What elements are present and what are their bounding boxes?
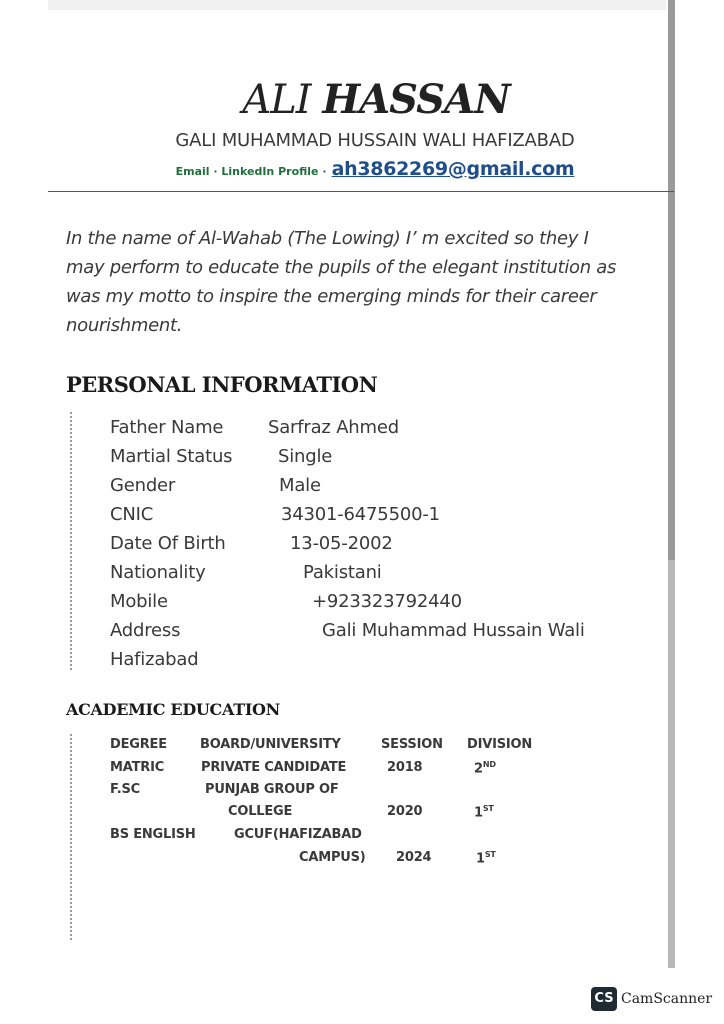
nationality-value: Pakistani (303, 562, 382, 583)
marital-status-value: Single (278, 446, 333, 467)
email-link[interactable]: ah3862269@gmail.com (331, 158, 575, 180)
applicant-name (0, 76, 724, 123)
bs-session: 2024 (396, 850, 432, 865)
first-name: ALI (242, 77, 311, 123)
matric-division-number: 2 (474, 761, 483, 777)
contact-label: Email · LinkedIn Profile · (175, 165, 327, 178)
fsc-degree: F.SC (110, 782, 141, 797)
gender-value: Male (279, 475, 321, 496)
bs-division-number: 1 (476, 851, 485, 867)
fsc-division-number: 1 (474, 805, 483, 821)
personal-info-heading: PERSONAL INFORMATION (66, 372, 378, 397)
objective-paragraph (66, 224, 680, 340)
academic-education-heading: ACADEMIC EDUCATION (66, 700, 280, 719)
header-address: GALI MUHAMMAD HUSSAIN WALI HAFIZABAD (175, 130, 575, 151)
address-value-continued: Hafizabad (110, 649, 199, 670)
objective-line: nourishment. (66, 315, 183, 336)
fsc-division (474, 804, 494, 820)
nationality-label: Nationality (110, 562, 206, 583)
father-name-value: Sarfraz Ahmed (268, 417, 399, 438)
camscanner-logo-icon: CS (591, 987, 617, 1011)
address-value: Gali Muhammad Hussain Wali (322, 620, 585, 641)
mobile-value: +923323792440 (312, 591, 462, 612)
last-name: HASSAN (322, 76, 510, 123)
fsc-division-suffix: ST (482, 804, 494, 813)
bs-board-line1: GCUF(HAFIZABAD (234, 827, 362, 842)
father-name-label: Father Name (110, 417, 224, 438)
objective-line: may perform to educate the pupils of the elegant institution as (66, 257, 617, 278)
bs-degree: BS ENGLISH (110, 827, 196, 842)
matric-division (474, 760, 496, 776)
fsc-board-line2: COLLEGE (228, 804, 293, 819)
bs-board-line2: CAMPUS) (299, 850, 366, 865)
col-header-division: DIVISION (467, 737, 533, 752)
dob-label: Date Of Birth (110, 533, 226, 554)
personal-dotted-border (70, 412, 72, 670)
objective-line: In the name of Al-Wahab (The Lowing) I’ m excited so they I (66, 228, 589, 249)
address-label: Address (110, 620, 181, 641)
page-top-edge (48, 0, 666, 10)
col-header-board: BOARD/UNIVERSITY (200, 737, 341, 752)
dob-value: 13-05-2002 (290, 533, 393, 554)
academic-dotted-border (70, 734, 72, 940)
bs-division (476, 850, 496, 866)
cnic-value: 34301-6475500-1 (281, 504, 440, 525)
bs-division-suffix: ST (484, 850, 496, 859)
header-divider (48, 191, 674, 192)
col-header-degree: DEGREE (110, 737, 167, 752)
matric-degree: MATRIC (110, 760, 165, 775)
cnic-label: CNIC (110, 504, 154, 525)
gender-label: Gender (110, 475, 176, 496)
matric-division-suffix: ND (482, 760, 496, 769)
col-header-session: SESSION (381, 737, 443, 752)
objective-line: was my motto to inspire the emerging minds for their career (66, 286, 597, 307)
matric-session: 2018 (387, 760, 423, 775)
fsc-board-line1: PUNJAB GROUP OF (205, 782, 339, 797)
matric-board: PRIVATE CANDIDATE (201, 760, 347, 775)
mobile-label: Mobile (110, 591, 168, 612)
camscanner-watermark: CamScanner (621, 991, 713, 1007)
fsc-session: 2020 (387, 804, 423, 819)
marital-status-label: Martial Status (110, 446, 233, 467)
contact-line (0, 158, 724, 180)
